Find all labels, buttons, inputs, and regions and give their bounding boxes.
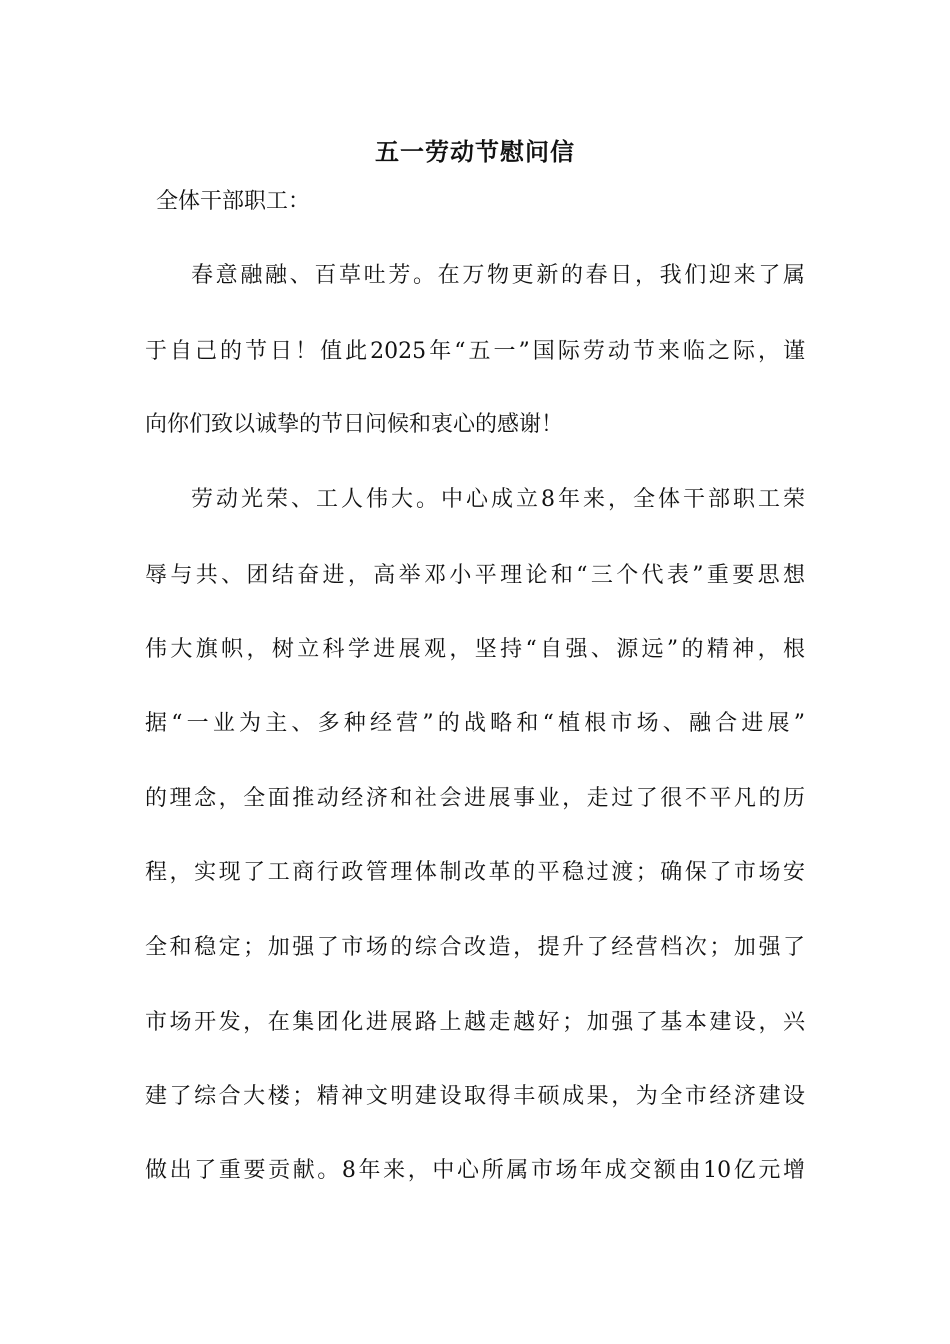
paragraph-line: 市场开发，在集团化进展路上越走越好；加强了基本建设，兴 [145, 1010, 805, 1035]
paragraph-line: 于自己的节日！值此2025年“五一”国际劳动节来临之际，谨 [145, 339, 805, 364]
paragraph-line: 的理念，全面推动经济和社会进展事业，走过了很不平凡的历 [145, 786, 805, 811]
paragraph-line: 据“一业为主、多种经营”的战略和“植根市场、融合进展” [145, 711, 805, 736]
paragraph-line: 向你们致以诚挚的节日问候和衷心的感谢！ [145, 412, 564, 437]
paragraph-line: 春意融融、百草吐芳。在万物更新的春日，我们迎来了属 [191, 263, 805, 288]
paragraph-line: 做出了重要贡献。8年来，中心所属市场年成交额由10亿元增 [145, 1158, 805, 1183]
paragraph-line: 全和稳定；加强了市场的综合改造，提升了经营档次；加强了 [145, 935, 805, 960]
paragraph-line: 辱与共、团结奋进，高举邓小平理论和“三个代表”重要思想 [145, 563, 805, 588]
paragraph-line: 伟大旗帜，树立科学进展观，坚持“自强、源远”的精神，根 [145, 637, 805, 662]
paragraph-line: 劳动光荣、工人伟大。中心成立8年来，全体干部职工荣 [191, 487, 805, 512]
paragraph-line: 程，实现了工商行政管理体制改革的平稳过渡；确保了市场安 [145, 860, 805, 885]
page-title: 五一劳动节慰问信 [375, 137, 575, 166]
salutation: 全体干部职工： [156, 189, 311, 214]
paragraph-line: 建了综合大楼；精神文明建设取得丰硕成果，为全市经济建设 [145, 1084, 805, 1109]
